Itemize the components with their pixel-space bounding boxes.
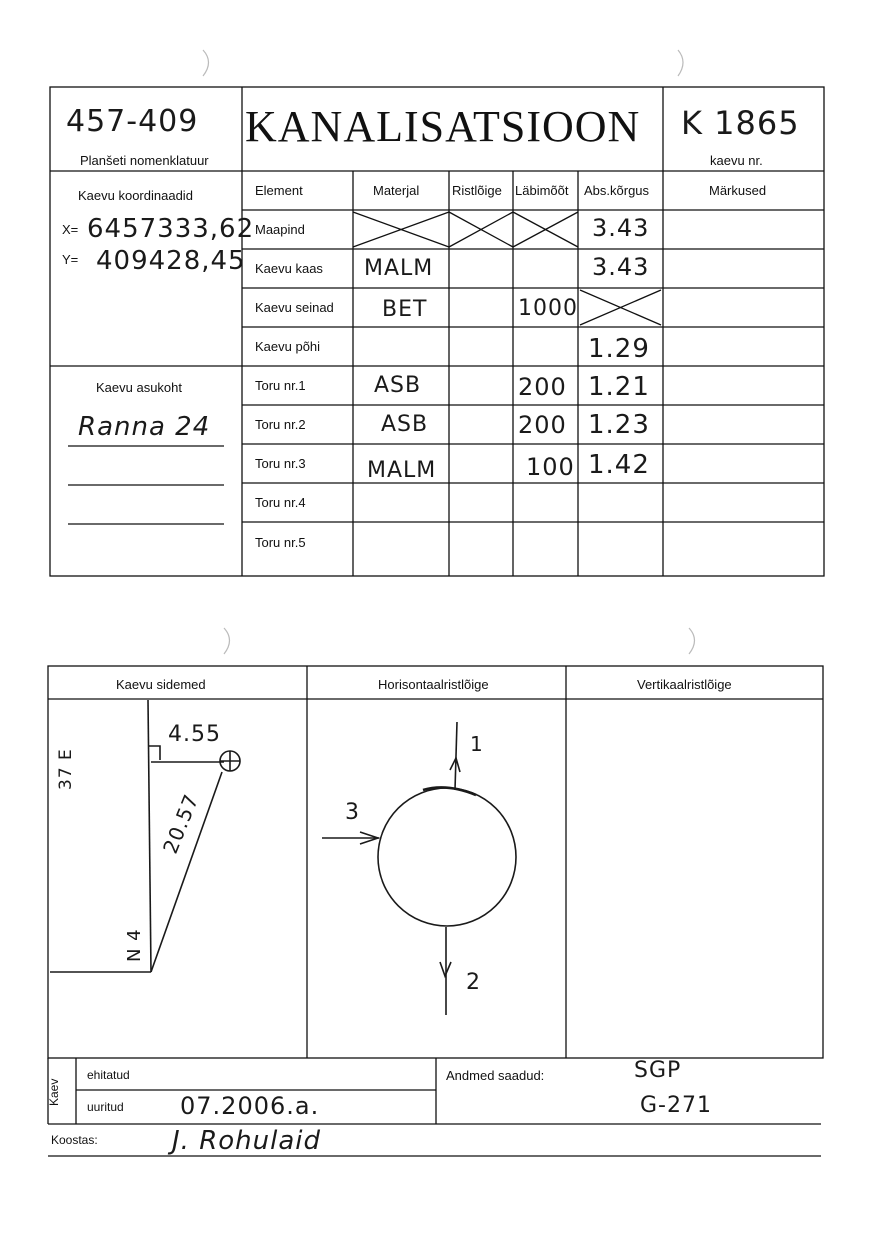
row-korgus-kaevu-kaas: 3.43 (592, 253, 650, 281)
col-header-labimoot: Läbimõõt (515, 183, 569, 198)
y-prefix: Y= (62, 252, 79, 267)
row-labimoot-toru-3: 100 (526, 453, 575, 481)
well-number-value: K 1865 (681, 104, 800, 142)
kaev-label: Kaev (47, 1078, 61, 1106)
x-coordinate-value: 6457333,62 (87, 214, 255, 244)
row-element-toru-2: Toru nr.2 (255, 417, 306, 432)
distance-top-label: 4.55 (168, 722, 221, 747)
coordinates-label: Kaevu koordinaadid (78, 188, 193, 203)
row-labimoot-toru-2: 200 (518, 411, 567, 439)
koostas-signature: J. Rohulaid (172, 1126, 322, 1156)
row-materjal-toru-1: ASB (374, 373, 422, 398)
page-title: KANALISATSIOON (245, 102, 641, 151)
row-element-toru-4: Toru nr.4 (255, 495, 306, 510)
row-korgus-toru-2: 1.23 (588, 410, 650, 440)
col-header-element: Element (255, 183, 303, 198)
section-header-vertikaal: Vertikaalristlõige (637, 677, 732, 692)
col-header-abs-korgus: Abs.kõrgus (584, 183, 650, 198)
row-element-kaevu-pohi: Kaevu põhi (255, 339, 321, 354)
row-korgus-toru-1: 1.21 (588, 372, 650, 402)
pipe-1-label: 1 (470, 732, 484, 756)
uuritud-label: uuritud (87, 1100, 124, 1114)
row-materjal-toru-2: ASB (381, 412, 429, 437)
building-label: 37 E (56, 748, 76, 790)
location-label: Kaevu asukoht (96, 380, 183, 395)
y-coordinate-value: 409428,45 (96, 246, 246, 276)
andmed-value-1: SGP (634, 1058, 682, 1083)
pipe-3-label: 3 (345, 800, 360, 825)
row-element-kaevu-kaas: Kaevu kaas (255, 261, 323, 276)
row-materjal-toru-3: MALM (367, 458, 437, 483)
row-korgus-kaevu-pohi: 1.29 (588, 334, 650, 364)
andmed-value-2: G-271 (640, 1093, 712, 1118)
row-element-maapind: Maapind (255, 222, 305, 237)
horizontal-section-lines (322, 722, 516, 1015)
col-header-ristloige: Ristlõige (452, 183, 502, 198)
distance-diag-label: 20.57 (158, 790, 204, 857)
ehitatud-label: ehitatud (87, 1068, 130, 1082)
x-prefix: X= (62, 222, 79, 237)
nomenclature-value: 457-409 (66, 104, 199, 139)
well-number-label: kaevu nr. (710, 153, 763, 168)
andmed-label: Andmed saadud: (446, 1068, 545, 1083)
north-label: N 4 (124, 928, 145, 962)
section-header-horisontaal: Horisontaalristlõige (378, 677, 489, 692)
row-element-toru-5: Toru nr.5 (255, 535, 306, 550)
row-korgus-maapind: 3.43 (592, 214, 650, 242)
koostas-label: Koostas: (51, 1133, 98, 1147)
location-value: Ranna 24 (78, 412, 211, 442)
pipe-2-label: 2 (466, 970, 481, 995)
row-labimoot-kaevu-seinad: 1000 (518, 296, 578, 321)
col-header-markused: Märkused (709, 183, 767, 198)
row-korgus-toru-3: 1.42 (588, 450, 650, 480)
row-element-toru-3: Toru nr.3 (255, 456, 306, 471)
section-header-kaevu-sidemed: Kaevu sidemed (116, 677, 206, 692)
row-materjal-kaevu-seinad: BET (382, 297, 428, 322)
uuritud-value: 07.2006.a. (180, 1092, 320, 1120)
row-labimoot-toru-1: 200 (518, 373, 567, 401)
col-header-materjal: Materjal (373, 183, 420, 198)
row-element-kaevu-seinad: Kaevu seinad (255, 300, 334, 315)
row-materjal-kaevu-kaas: MALM (364, 256, 434, 281)
row-element-toru-1: Toru nr.1 (255, 378, 306, 393)
nomenclature-label: Planšeti nomenklatuur (80, 153, 209, 168)
